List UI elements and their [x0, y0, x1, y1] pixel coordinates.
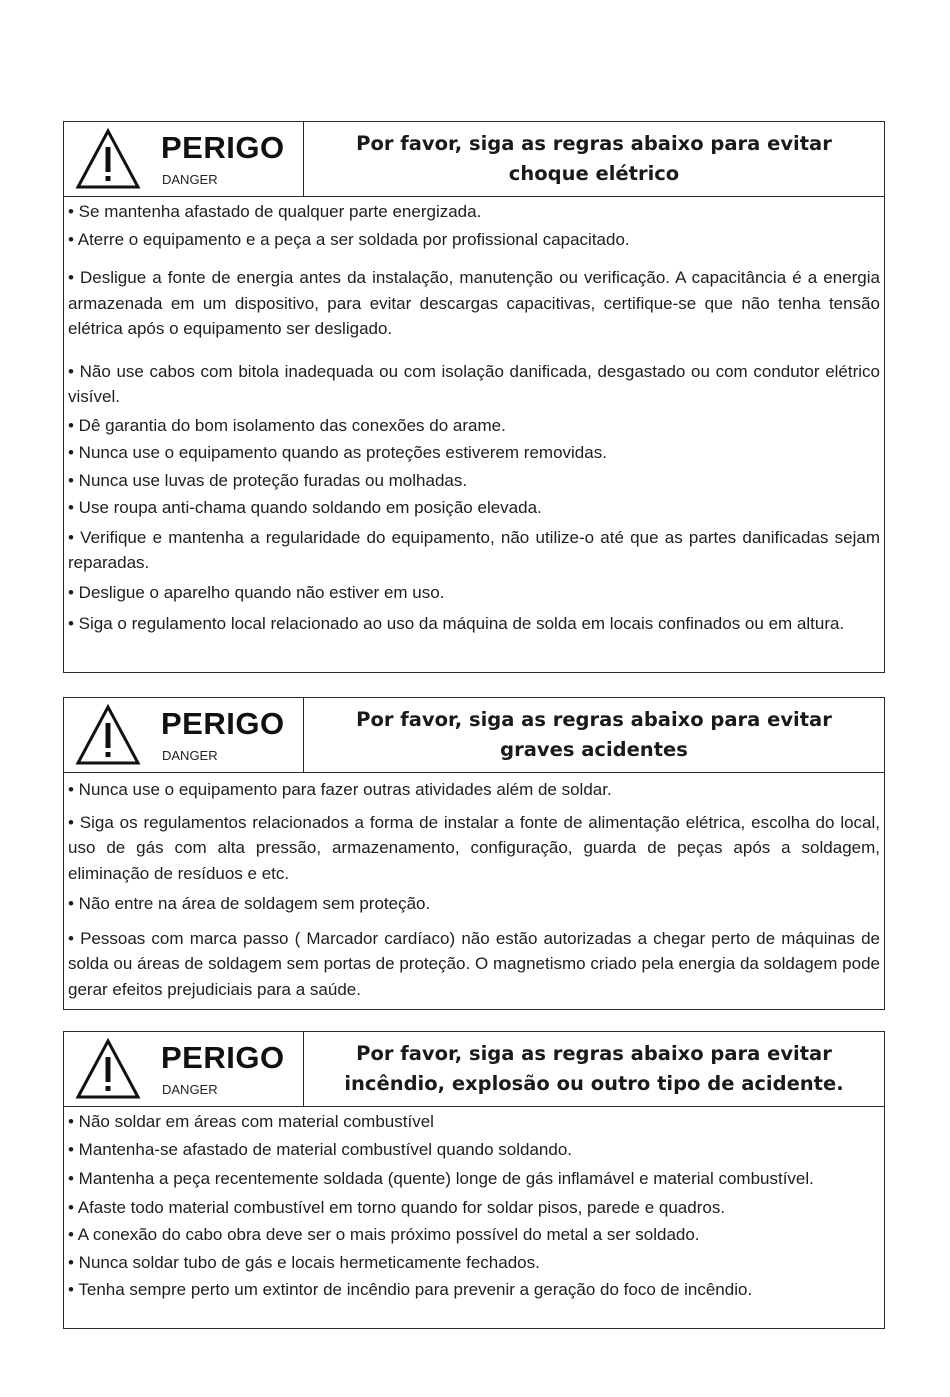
rule-item: • Mantenha a peça recentemente soldada (quente) longe de gás inflamável e material combustível. — [68, 1169, 814, 1188]
rule-item: • Pessoas com marca passo ( Marcador cardíaco) não estão autorizadas a chegar perto de máquinas de solda ou áreas de soldagem sem portas de proteção. O magnetismo criado pela energia da soldagem pode gerar efeitos prejudiciais para a saúde. — [68, 928, 880, 999]
rule-item: • Não entre na área de soldagem sem proteção. — [68, 894, 431, 913]
rule-item: • Não soldar em áreas com material combustível — [68, 1112, 434, 1131]
rule-item: • Siga os regulamentos relacionados a forma de instalar a fonte de alimentação elétrica, escolha do local, uso de gás com alta pressão, armazenamento, configuração, guarda de peças após a soldagem, eliminação de resíduos e etc. — [68, 812, 880, 883]
rule-item: • Use roupa anti-chama quando soldando em posição elevada. — [68, 498, 542, 517]
rule-item: • Desligue a fonte de energia antes da instalação, manutenção ou verificação. A capacitância é a energia armazenada em um dispositivo, para evitar descargas capacitivas, certifique-se que não tenha tensão elétrica após o equipamento ser desligado. — [68, 268, 880, 338]
rule-item: • A conexão do cabo obra deve ser o mais próximo possível do metal a ser soldado. — [68, 1225, 700, 1244]
box-title: Por favor, siga as regras abaixo para evitar graves acidentes — [356, 708, 832, 761]
rule-item: • Siga o regulamento local relacionado ao uso da máquina de solda em locais confinados ou em altura. — [68, 614, 845, 633]
warning-triangle-icon — [75, 128, 141, 190]
box-title: Por favor, siga as regras abaixo para evitar incêndio, explosão ou outro tipo de acidente. — [344, 1042, 844, 1095]
rule-item: • Nunca soldar tubo de gás e locais hermeticamente fechados. — [68, 1252, 540, 1272]
box-header — [64, 1032, 884, 1107]
danger-box-electric-shock — [63, 121, 885, 673]
rule-item: • Nunca use luvas de proteção furadas ou molhadas. — [68, 470, 468, 490]
danger-label — [64, 698, 304, 772]
rule-item: • Tenha sempre perto um extintor de incêndio para prevenir a geração do foco de incêndio. — [68, 1280, 753, 1299]
rules-list — [64, 1107, 884, 1303]
rule-item: • Aterre o equipamento e a peça a ser soldada por profissional capacitado. — [68, 229, 630, 249]
box-title: Por favor, siga as regras abaixo para evitar choque elétrico — [356, 132, 832, 185]
box-title-cell — [304, 1032, 884, 1106]
rule-item: • Desligue o aparelho quando não estiver em uso. — [68, 582, 445, 602]
rule-item: • Verifique e mantenha a regularidade do equipamento, não utilize-o até que as partes danificadas sejam reparadas. — [68, 527, 880, 572]
rule-item: • Não use cabos com bitola inadequada ou com isolação danificada, desgastado ou com condutor elétrico visível. — [68, 361, 880, 406]
perigo-heading: PERIGO — [161, 1040, 285, 1075]
danger-subheading: DANGER — [162, 172, 218, 187]
box-title-cell — [304, 698, 884, 772]
box-header — [64, 122, 884, 197]
box-header — [64, 698, 884, 773]
warning-triangle-icon — [75, 704, 141, 766]
rule-item: • Se mantenha afastado de qualquer parte energizada. — [68, 202, 482, 221]
rule-item: • Dê garantia do bom isolamento das conexões do arame. — [68, 415, 506, 435]
danger-label — [64, 1032, 304, 1106]
rule-item: • Afaste todo material combustível em torno quando for soldar pisos, parede e quadros. — [68, 1197, 726, 1217]
warning-triangle-icon — [75, 1038, 141, 1100]
rule-item: • Mantenha-se afastado de material combustível quando soldando. — [68, 1139, 572, 1159]
rules-list — [64, 773, 884, 1002]
danger-subheading: DANGER — [162, 1082, 218, 1097]
perigo-heading: PERIGO — [161, 130, 285, 165]
rule-item: • Nunca use o equipamento para fazer outras atividades além de soldar. — [68, 780, 612, 799]
danger-label — [64, 122, 304, 196]
danger-box-fire-explosion — [63, 1031, 885, 1329]
box-title-cell — [304, 122, 884, 196]
danger-box-serious-accidents — [63, 697, 885, 1010]
rule-item: • Nunca use o equipamento quando as proteções estiverem removidas. — [68, 443, 607, 462]
rules-list — [64, 197, 884, 637]
danger-subheading: DANGER — [162, 748, 218, 763]
perigo-heading: PERIGO — [161, 706, 285, 741]
